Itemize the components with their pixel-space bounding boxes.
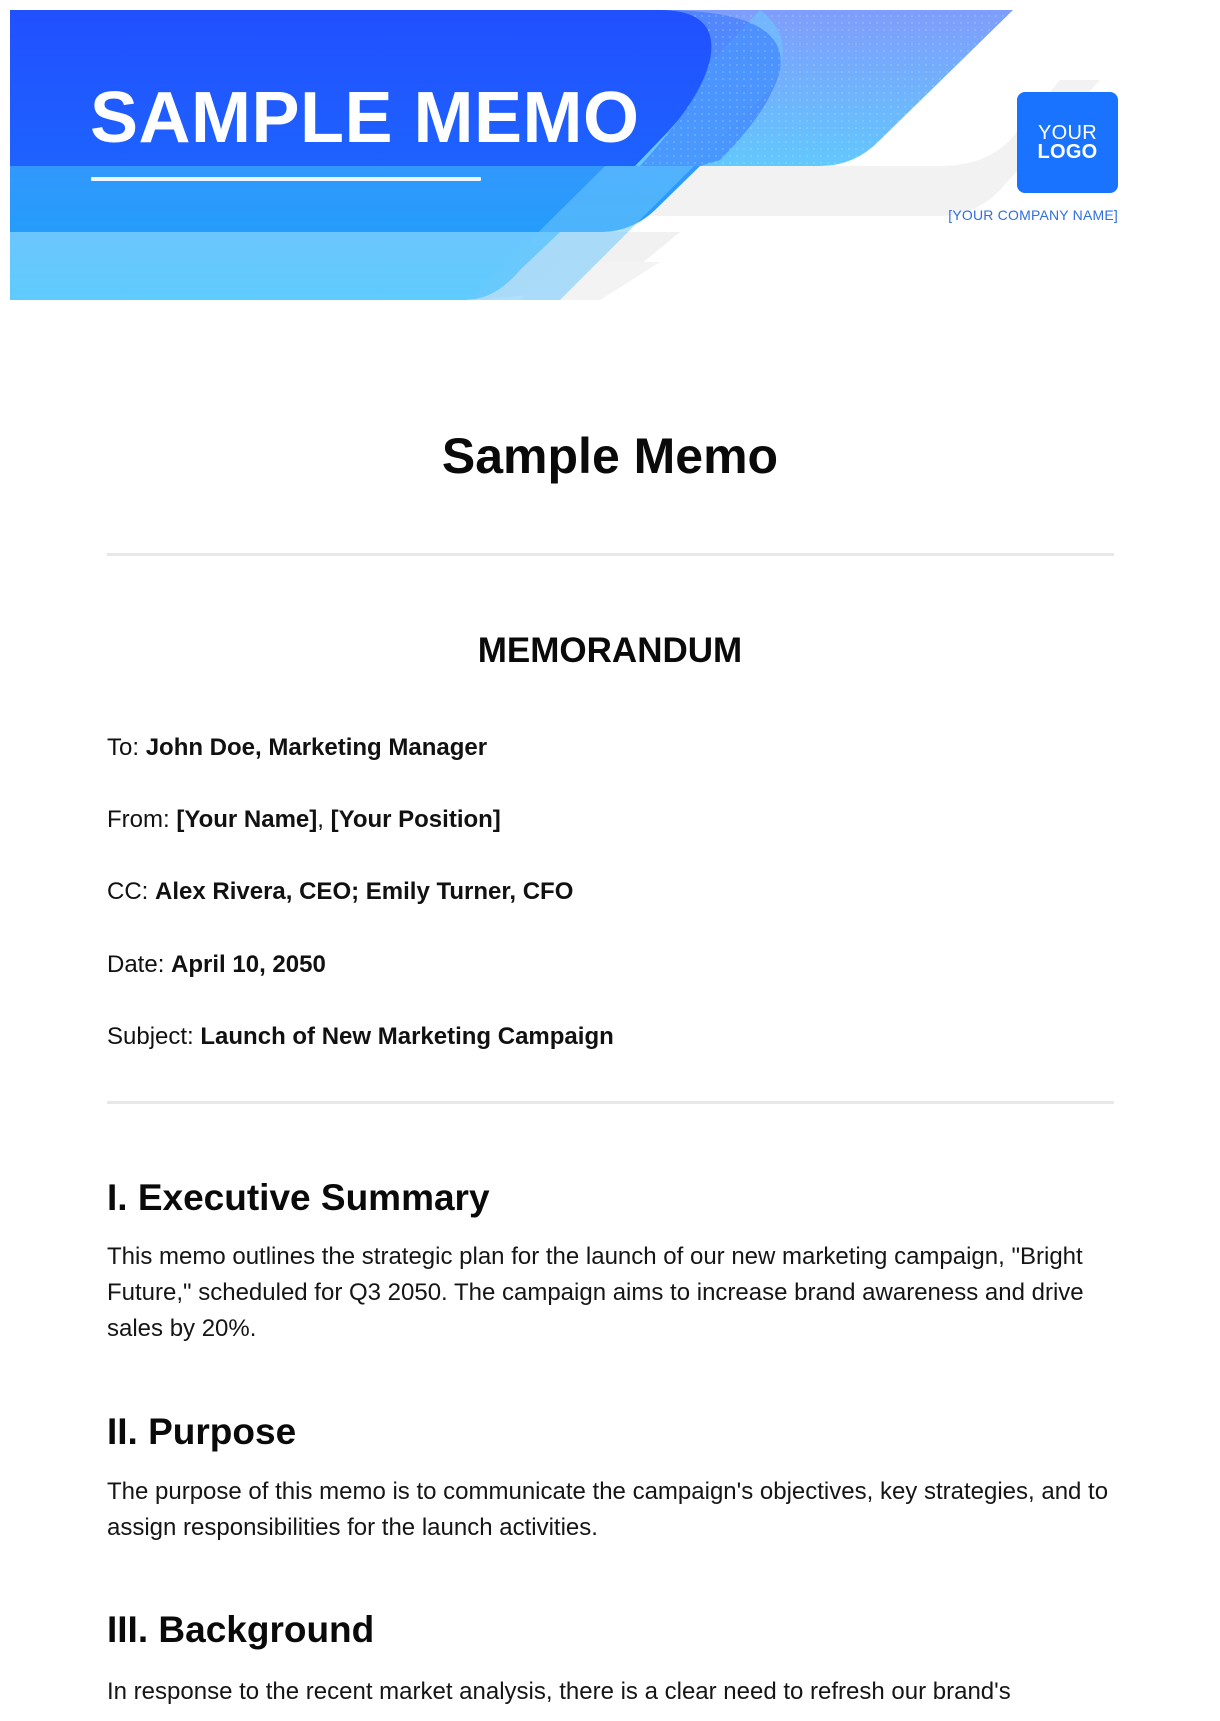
section-heading-background: III. Background xyxy=(107,1609,375,1650)
field-from-name: [Your Name] xyxy=(176,806,318,833)
field-from-separator: , xyxy=(317,806,324,833)
field-cc-label: CC: xyxy=(107,878,149,905)
logo-text-logo: LOGO xyxy=(1037,140,1098,163)
field-subject xyxy=(107,1022,614,1052)
company-logo xyxy=(1017,92,1118,193)
document-title: Sample Memo xyxy=(441,428,779,484)
section-body-purpose: The purpose of this memo is to communicate the campaign's objectives, key strategies, and to assign responsibilities for the launch activities. xyxy=(107,1478,1109,1541)
field-from-label: From: xyxy=(107,806,170,833)
banner-title-underline xyxy=(91,177,481,181)
memorandum-heading: MEMORANDUM xyxy=(477,631,743,670)
section-body-background: In response to the recent market analysis, there is a clear need to refresh our brand's xyxy=(107,1678,1011,1705)
field-date-label: Date: xyxy=(107,951,165,978)
field-date-value: April 10, 2050 xyxy=(171,951,326,978)
field-date xyxy=(107,950,326,980)
field-cc-value: Alex Rivera, CEO; Emily Turner, CFO xyxy=(155,878,574,905)
section-body-executive-summary: This memo outlines the strategic plan for the launch of our new marketing campaign, "Bright Future," scheduled for Q3 2050. The campaign aims to increase brand awareness and drive sales by 20%. xyxy=(107,1243,1084,1342)
header-banner xyxy=(0,0,1220,320)
field-subject-value: Launch of New Marketing Campaign xyxy=(200,1023,614,1050)
field-to xyxy=(107,733,487,763)
banner-title: SAMPLE MEMO xyxy=(90,78,640,158)
field-from xyxy=(107,805,501,835)
section-heading-purpose: II. Purpose xyxy=(107,1411,297,1452)
field-from-position: [Your Position] xyxy=(330,806,501,833)
field-cc xyxy=(107,877,573,907)
field-to-label: To: xyxy=(107,734,140,761)
logo-text-your: YOUR xyxy=(1038,121,1097,144)
field-subject-label: Subject: xyxy=(107,1023,194,1050)
divider-bottom xyxy=(107,1101,1114,1104)
divider-top xyxy=(107,553,1114,556)
section-heading-executive-summary: I. Executive Summary xyxy=(107,1177,490,1218)
company-name: [YOUR COMPANY NAME] xyxy=(948,207,1118,223)
field-to-value: John Doe, Marketing Manager xyxy=(145,734,488,761)
